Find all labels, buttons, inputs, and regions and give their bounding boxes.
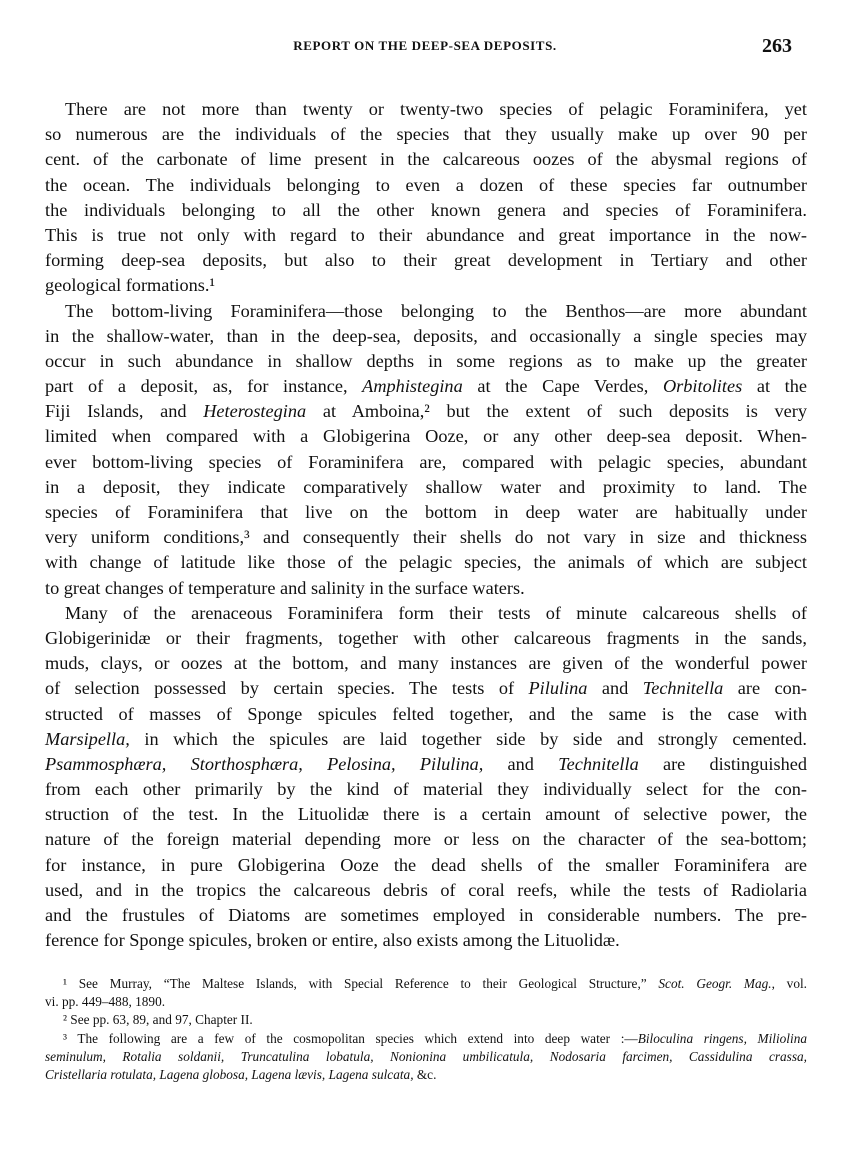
paragraph	[45, 299, 807, 601]
text-span: structed of masses of Sponge spicules felted together, and the same is the case with	[45, 703, 807, 724]
text-line	[45, 827, 807, 852]
text-line	[45, 173, 807, 198]
text-span: in a deposit, they indicate comparatively shallow water and proximity to land. The	[45, 476, 807, 497]
text-span: at the Cape Verdes,	[462, 376, 663, 397]
text-line	[45, 626, 807, 651]
text-line	[45, 399, 807, 424]
text-span: the ocean. The individuals belonging to even a dozen of these species far outnumber	[45, 174, 807, 195]
text-line	[45, 777, 807, 802]
text-span: the individuals belonging to all the other known genera and species of Foraminifera.	[45, 199, 807, 220]
text-span: Fiji Islands, and	[45, 401, 204, 422]
text-line	[45, 198, 807, 223]
text-span: ever bottom-living species of Foraminifera are, compared with pelagic species, abundant	[45, 451, 807, 472]
italic-span: Scot. Geogr. Mag.	[658, 976, 772, 991]
text-span: cent. of the carbonate of lime present in the calcareous oozes of the abysmal regions of	[45, 149, 807, 170]
text-span: are distinguished	[638, 753, 807, 774]
text-line	[45, 273, 807, 298]
running-header	[0, 36, 850, 58]
text-span: for instance, in pure Globigerina Ooze the dead shells of the smaller Foraminifera are	[45, 854, 807, 875]
text-span: geological formations.¹	[45, 275, 215, 296]
text-line	[45, 928, 807, 953]
italic-span: Marsipella,	[45, 728, 130, 749]
text-span: of selection possessed by certain species. The tests of	[45, 678, 529, 699]
text-span: are con-	[723, 678, 807, 699]
page-number: 263	[762, 35, 792, 57]
text-span: to great changes of temperature and salinity in the surface waters.	[45, 577, 525, 598]
footnotes	[45, 975, 807, 1084]
text-span: at the	[742, 376, 807, 397]
italic-span: Psammosphæra, Storthosphæra, Pelosina, Pilulina,	[45, 753, 484, 774]
text-line	[45, 975, 807, 993]
text-span: so numerous are the individuals of the species that they usually make up over 90 per	[45, 124, 807, 145]
text-span: ³ The following are a few of the cosmopolitan species which extend into deep water :—	[63, 1030, 638, 1046]
text-span: ¹ See Murray, “The Maltese Islands, with Special Reference to their Geological Structure,”	[63, 976, 659, 991]
text-line	[45, 424, 807, 449]
text-line	[45, 853, 807, 878]
text-span: at Amboina,² but the extent of such deposits is very	[306, 401, 807, 422]
text-line	[45, 525, 807, 550]
italic-span: Heterostegina	[203, 401, 307, 422]
text-line	[45, 903, 807, 928]
text-span: and	[483, 753, 559, 774]
text-line	[45, 248, 807, 273]
italic-span: seminulum, Rotalia soldanii, Truncatulina lobatula, Nonionina umbilicatula, Nodosaria farcimen, Cassidulina crassa,	[45, 1048, 807, 1064]
text-line	[45, 601, 807, 626]
text-span: Globigerinidæ or their fragments, together with other calcareous fragments in the sands,	[45, 627, 807, 648]
text-line	[45, 349, 807, 374]
body-text	[45, 97, 807, 953]
text-span: with change of latitude like those of the pelagic species, the animals of which are subject	[45, 552, 807, 573]
text-line	[45, 727, 807, 752]
text-line	[45, 1066, 807, 1084]
text-span: muds, clays, or oozes at the bottom, and many instances are given of the wonderful power	[45, 653, 807, 674]
text-line	[45, 702, 807, 727]
text-span: The bottom-living Foraminifera—those belonging to the Benthos—are more abundant	[65, 300, 807, 321]
text-span: and the frustules of Diatoms are sometimes employed in considerable numbers. The pre-	[45, 905, 807, 925]
italic-span: Biloculina ringens, Miliolina	[637, 1030, 807, 1046]
text-line	[45, 576, 807, 601]
text-span: species of Foraminifera that live on the bottom in deep water are habitually under	[45, 502, 807, 522]
text-line	[45, 802, 807, 827]
text-line	[45, 97, 807, 122]
text-line	[45, 878, 807, 903]
text-span: and	[587, 678, 643, 699]
text-span: , vol.	[771, 976, 807, 991]
text-line	[45, 1011, 807, 1029]
text-span: used, and in the tropics the calcareous debris of coral reefs, while the tests of Radiolaria	[45, 879, 807, 900]
text-span: from each other primarily by the kind of material they individually select for the con-	[45, 779, 807, 800]
italic-span: Cristellaria rotulata, Lagena globosa, Lagena lævis, Lagena sulcata,	[45, 1066, 414, 1082]
text-span: This is true not only with regard to their abundance and great importance in the now-	[45, 224, 807, 245]
text-span: in the shallow-water, than in the deep-sea, deposits, and occasionally a single species may	[45, 325, 807, 346]
footnote	[45, 1011, 807, 1029]
italic-span: Pilulina	[528, 678, 588, 699]
text-line	[45, 500, 807, 525]
text-line	[45, 651, 807, 676]
text-span: ference for Sponge spicules, broken or entire, also exists among the Lituolidæ.	[45, 930, 620, 951]
text-line	[45, 752, 807, 777]
text-span: Many of the arenaceous Foraminifera form their tests of minute calcareous shells of	[65, 602, 807, 623]
italic-span: Technitella	[558, 753, 639, 774]
text-span: forming deep-sea deposits, but also to their great development in Tertiary and other	[45, 250, 807, 271]
paragraph	[45, 97, 807, 299]
text-span: struction of the test. In the Lituolidæ there is a certain amount of selective power, the	[45, 804, 807, 825]
text-line	[45, 1030, 807, 1048]
text-span: very uniform conditions,³ and consequently their shells do not vary in size and thickness	[45, 527, 807, 548]
text-line	[45, 147, 807, 172]
text-line	[45, 676, 807, 701]
italic-span: Amphistegina	[362, 376, 463, 397]
italic-span: Technitella	[642, 678, 724, 699]
text-line	[45, 122, 807, 147]
text-span: in which the spicules are laid together side by side and strongly cemented.	[129, 728, 807, 749]
text-line	[45, 550, 807, 575]
text-line	[45, 374, 807, 399]
text-line	[45, 324, 807, 349]
footnote	[45, 975, 807, 1011]
text-span: vi. pp. 449–488, 1890.	[45, 994, 166, 1010]
text-span: ² See pp. 63, 89, and 97, Chapter II.	[63, 1012, 253, 1028]
text-span: &c.	[413, 1066, 437, 1082]
running-title: REPORT ON THE DEEP-SEA DEPOSITS.	[293, 38, 557, 53]
text-line	[45, 475, 807, 500]
text-span: limited when compared with a Globigerina Ooze, or any other deep-sea deposit. When-	[45, 426, 807, 447]
text-line	[45, 223, 807, 248]
text-line	[45, 299, 807, 324]
text-span: occur in such abundance in shallow depths in some regions as to make up the greater	[45, 350, 807, 371]
text-line	[45, 1048, 807, 1066]
footnote	[45, 1030, 807, 1085]
paragraph	[45, 601, 807, 954]
text-span: part of a deposit, as, for instance,	[45, 376, 363, 397]
text-line	[45, 450, 807, 475]
italic-span: Orbitolites	[662, 376, 743, 397]
text-span: nature of the foreign material depending more or less on the character of the sea-bottom;	[45, 829, 807, 850]
text-span: There are not more than twenty or twenty-two species of pelagic Foraminifera, yet	[65, 99, 807, 119]
text-line	[45, 993, 807, 1011]
